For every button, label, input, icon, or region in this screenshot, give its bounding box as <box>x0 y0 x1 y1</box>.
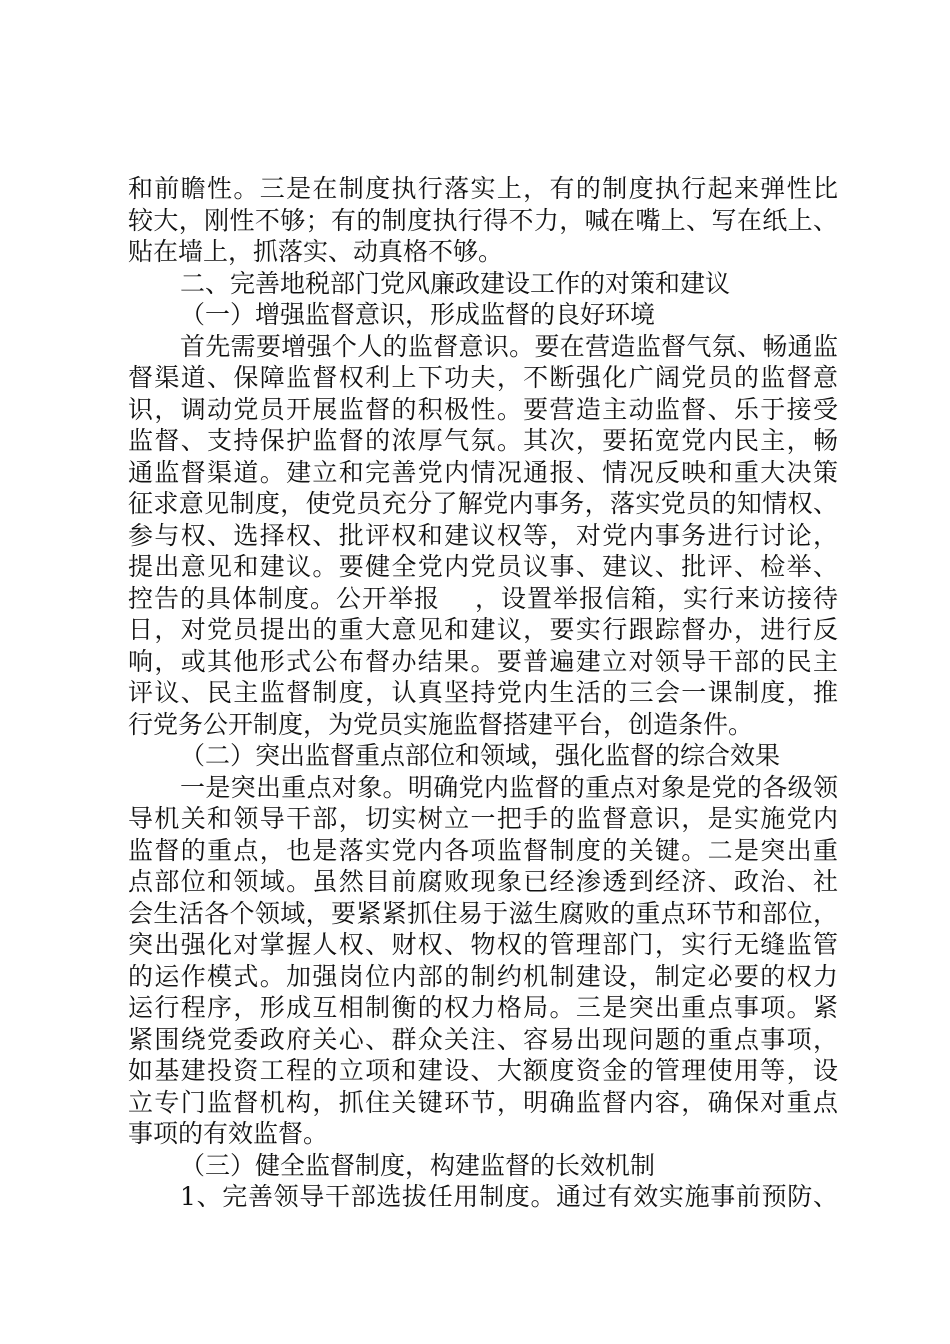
sub-heading-2 <box>128 740 838 772</box>
paragraph-body-2 <box>128 772 838 1150</box>
text-line: 监督的重点，也是落实党内各项监督制度的关键。二是突出重 <box>128 835 838 865</box>
sub-heading-text: （三）健全监督制度，构建监督的长效机制 <box>180 1150 656 1180</box>
text-line: 通监督渠道。建立和完善党内情况通报、情况反映和重大决策 <box>128 457 838 487</box>
text-line: 运行程序，形成互相制衡的权力格局。三是突出重点事项。紧 <box>128 993 838 1022</box>
sub-heading-1 <box>128 299 838 331</box>
text-line: 如基建投资工程的立项和建设、大额度资金的管理使用等，设 <box>128 1056 838 1085</box>
text-line: 较大，刚性不够；有的制度执行得不力，喊在嘴上、写在纸上、 <box>128 205 838 235</box>
text-line: 的运作模式。加强岗位内部的制约机制建设，制定必要的权力 <box>128 961 838 991</box>
text-line: 导机关和领导干部，切实树立一把手的监督意识，是实施党内 <box>128 804 838 833</box>
text-line: 监督、支持保护监督的浓厚气氛。其次，要拓宽党内民主，畅 <box>128 426 838 455</box>
text-line: 点部位和领域。虽然目前腐败现象已经渗透到经济、政治、社 <box>128 867 838 896</box>
text-line: 和前瞻性。三是在制度执行落实上，有的制度执行起来弹性比 <box>128 174 838 203</box>
text-line: 控告的具体制度。公开举报 ，设置举报信箱，实行来访接待 <box>128 583 838 613</box>
text-line: 1、完善领导干部选拔任用制度。通过有效实施事前预防、 <box>180 1182 838 1211</box>
text-line: 识，调动党员开展监督的积极性。要营造主动监督、乐于接受 <box>128 394 838 424</box>
paragraph-body-1 <box>128 331 838 741</box>
text-line: 督渠道、保障监督权利上下功夫，不断强化广阔党员的监督意 <box>128 363 838 392</box>
text-line: 会生活各个领域，要紧紧抓住易于滋生腐败的重点环节和部位， <box>128 898 838 928</box>
text-line: 行党务公开制度，为党员实施监督搭建平台，创造条件。 <box>128 709 754 739</box>
paragraph-continued <box>128 173 838 268</box>
sub-heading-text: （二）突出监督重点部位和领域，强化监督的综合效果 <box>180 741 781 770</box>
text-line: 贴在墙上，抓落实、动真格不够。 <box>128 237 504 266</box>
text-line: 首先需要增强个人的监督意识。要在营造监督气氛、畅通监 <box>180 331 838 361</box>
text-line: 响，或其他形式公布督办结果。要普遍建立对领导干部的民主 <box>128 646 838 676</box>
sub-heading-text: （一）增强监督意识，形成监督的良好环境 <box>180 300 656 329</box>
text-line: 一是突出重点对象。明确党内监督的重点对象是党的各级领 <box>180 772 838 802</box>
text-line: 日，对党员提出的重大意见和建议，要实行跟踪督办，进行反 <box>128 615 838 644</box>
text-line: 立专门监督机构，抓住关键环节，明确监督内容，确保对重点 <box>128 1087 838 1117</box>
document-page <box>128 173 838 1213</box>
text-line: 参与权、选择权、批评权和建议权等，对党内事务进行讨论， <box>128 520 838 550</box>
text-line: 评议、民主监督制度，认真坚持党内生活的三会一课制度，推 <box>128 678 838 707</box>
sub-heading-3 <box>128 1150 838 1182</box>
paragraph-body-3 <box>128 1181 838 1213</box>
text-line: 征求意见制度，使党员充分了解党内事务，落实党员的知情权、 <box>128 489 838 518</box>
text-line: 突出强化对掌握人权、财权、物权的管理部门，实行无缝监管 <box>128 930 838 959</box>
text-line: 事项的有效监督。 <box>128 1119 329 1148</box>
text-line: 紧围绕党委政府关心、群众关注、容易出现问题的重点事项， <box>128 1024 838 1054</box>
text-line: 提出意见和建议。要健全党内党员议事、建议、批评、检举、 <box>128 552 838 581</box>
heading-text: 二、完善地税部门党风廉政建设工作的对策和建议 <box>180 268 731 298</box>
section-heading <box>128 268 838 300</box>
